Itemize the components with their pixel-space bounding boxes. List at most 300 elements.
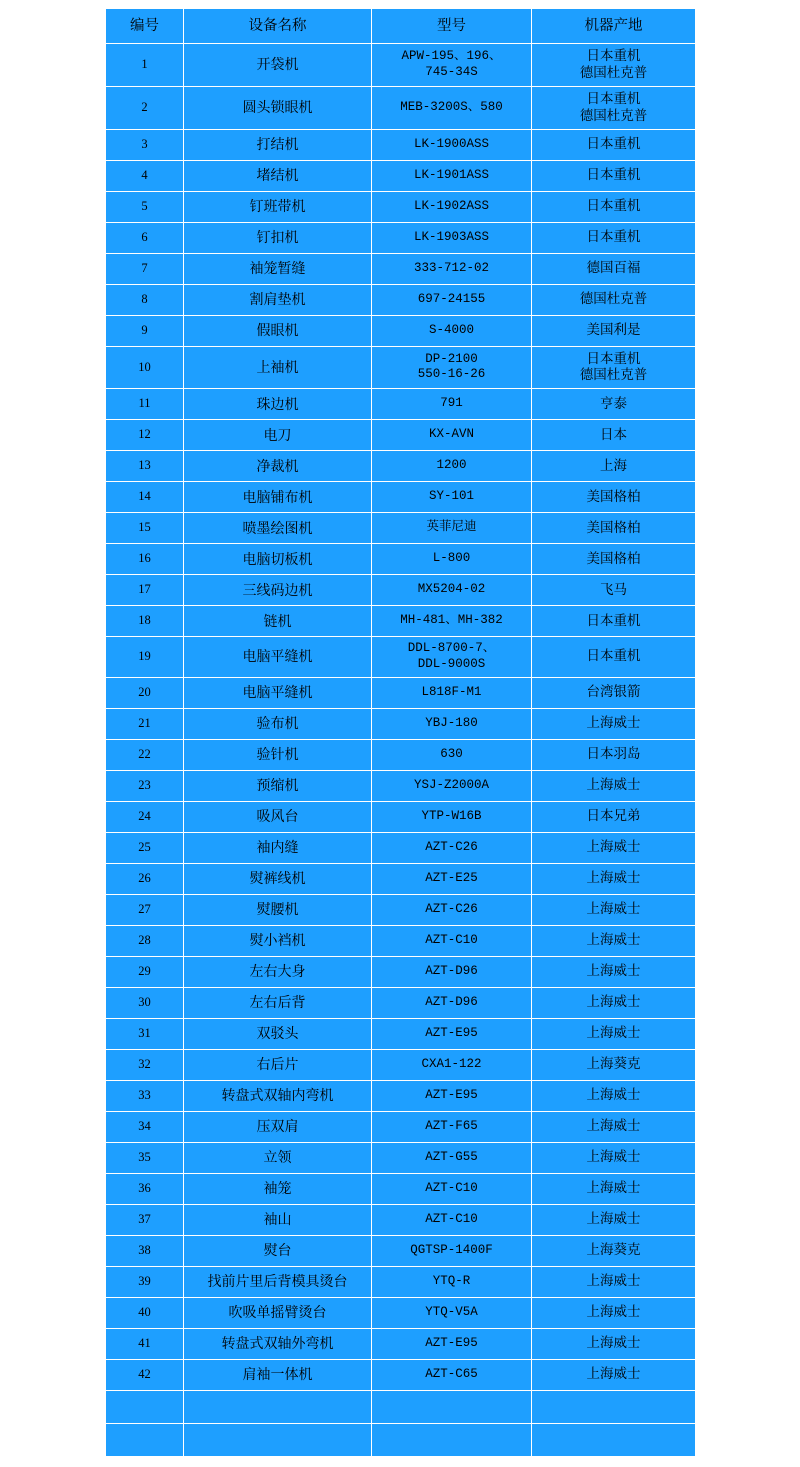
cell-model xyxy=(372,575,532,606)
cell-model xyxy=(372,160,532,191)
table-row xyxy=(106,801,696,832)
cell-model-line: AZT-E95 xyxy=(425,1087,478,1102)
cell-model-line: AZT-C26 xyxy=(425,901,478,916)
table-row xyxy=(106,191,696,222)
cell-no: 32 xyxy=(106,1049,184,1080)
cell-model xyxy=(372,1423,532,1456)
cell-origin-line: 德国杜克普 xyxy=(579,64,648,80)
cell-no: 42 xyxy=(106,1359,184,1390)
cell-model-line: MH-481、MH-382 xyxy=(400,613,503,628)
cell-name: 钉扣机 xyxy=(184,222,372,253)
cell-model-line: 630 xyxy=(440,746,463,761)
cell-name: 三线码边机 xyxy=(184,575,372,606)
cell-model-line: CXA1-122 xyxy=(421,1056,482,1071)
cell-no: 15 xyxy=(106,513,184,544)
table-row xyxy=(106,1049,696,1080)
cell-origin xyxy=(532,677,696,708)
cell-name: 熨裤线机 xyxy=(184,863,372,894)
cell-origin-line: 上海葵克 xyxy=(586,1056,641,1072)
cell-no: 7 xyxy=(106,253,184,284)
column-header-model: 型号 xyxy=(372,9,532,44)
cell-model-line: AZT-C26 xyxy=(425,839,478,854)
cell-model xyxy=(372,987,532,1018)
cell-origin-line: 美国利是 xyxy=(586,322,641,338)
cell-model-line: AZT-E25 xyxy=(425,870,478,885)
cell-origin-line: 日本重机 xyxy=(586,136,641,152)
cell-origin xyxy=(532,1266,696,1297)
cell-name: 电脑平缝机 xyxy=(184,637,372,677)
table-row xyxy=(106,925,696,956)
table-row xyxy=(106,1359,696,1390)
cell-no: 19 xyxy=(106,637,184,677)
cell-model xyxy=(372,739,532,770)
cell-model-line: L-800 xyxy=(432,551,471,566)
cell-origin xyxy=(532,513,696,544)
cell-model xyxy=(372,420,532,451)
cell-no: 36 xyxy=(106,1173,184,1204)
cell-origin-line: 上海威士 xyxy=(586,870,641,886)
cell-origin xyxy=(532,925,696,956)
cell-origin-line: 上海威士 xyxy=(586,1335,641,1351)
cell-origin xyxy=(532,1235,696,1266)
table-row xyxy=(106,315,696,346)
cell-no: 41 xyxy=(106,1328,184,1359)
cell-origin xyxy=(532,637,696,677)
table-row xyxy=(106,284,696,315)
cell-model xyxy=(372,1235,532,1266)
table-row xyxy=(106,708,696,739)
table-row xyxy=(106,346,696,389)
cell-origin xyxy=(532,1204,696,1235)
cell-name: 左右后背 xyxy=(184,987,372,1018)
cell-origin-line: 飞马 xyxy=(600,581,627,597)
table-row xyxy=(106,160,696,191)
cell-origin xyxy=(532,284,696,315)
cell-model-line: 333-712-02 xyxy=(413,260,489,275)
cell-model-line: AZT-D96 xyxy=(425,994,478,1009)
cell-no: 35 xyxy=(106,1142,184,1173)
cell-model-line: MX5204-02 xyxy=(417,582,486,597)
table-row xyxy=(106,1173,696,1204)
cell-model xyxy=(372,513,532,544)
cell-no: 5 xyxy=(106,191,184,222)
cell-model xyxy=(372,1111,532,1142)
cell-model-line: S-4000 xyxy=(428,322,474,337)
cell-origin xyxy=(532,346,696,389)
table-row xyxy=(106,1235,696,1266)
cell-model xyxy=(372,44,532,87)
table-row xyxy=(106,987,696,1018)
cell-origin xyxy=(532,832,696,863)
cell-name: 堵结机 xyxy=(184,160,372,191)
cell-model-line: AZT-F65 xyxy=(425,1118,478,1133)
cell-origin-line: 上海威士 xyxy=(586,901,641,917)
cell-no: 10 xyxy=(106,346,184,389)
cell-no: 23 xyxy=(106,770,184,801)
table-row xyxy=(106,956,696,987)
cell-model xyxy=(372,544,532,575)
table-row xyxy=(106,832,696,863)
cell-origin-line: 上海威士 xyxy=(586,963,641,979)
cell-no: 8 xyxy=(106,284,184,315)
cell-origin xyxy=(532,739,696,770)
cell-name: 假眼机 xyxy=(184,315,372,346)
cell-no: 4 xyxy=(106,160,184,191)
cell-model-line: LK-1903ASS xyxy=(413,229,489,244)
cell-origin-line: 上海威士 xyxy=(586,777,641,793)
cell-origin xyxy=(532,544,696,575)
cell-name: 钉班带机 xyxy=(184,191,372,222)
table-row xyxy=(106,739,696,770)
cell-no xyxy=(106,1423,184,1456)
table-row xyxy=(106,1204,696,1235)
cell-model xyxy=(372,191,532,222)
cell-origin-line: 上海威士 xyxy=(586,1211,641,1227)
cell-origin xyxy=(532,1423,696,1456)
table-row xyxy=(106,894,696,925)
cell-origin-line: 台湾银箭 xyxy=(586,684,641,700)
cell-origin xyxy=(532,863,696,894)
cell-origin-line: 美国格柏 xyxy=(586,488,641,504)
cell-origin xyxy=(532,222,696,253)
cell-model-line: YTQ-R xyxy=(432,1273,471,1288)
cell-no: 37 xyxy=(106,1204,184,1235)
cell-name: 肩袖一体机 xyxy=(184,1359,372,1390)
cell-name: 预缩机 xyxy=(184,770,372,801)
cell-model-line: KX-AVN xyxy=(428,427,474,442)
cell-origin xyxy=(532,451,696,482)
cell-model xyxy=(372,1080,532,1111)
cell-model xyxy=(372,1328,532,1359)
cell-model-line: DP-2100 xyxy=(425,351,478,366)
cell-model-line: 英菲尼迪 xyxy=(426,520,477,535)
table-body xyxy=(106,44,696,1457)
cell-no: 21 xyxy=(106,708,184,739)
cell-model xyxy=(372,1173,532,1204)
cell-name: 袖山 xyxy=(184,1204,372,1235)
cell-model xyxy=(372,832,532,863)
cell-origin xyxy=(532,606,696,637)
cell-model xyxy=(372,637,532,677)
cell-model-line: MEB-3200S、580 xyxy=(400,99,503,114)
column-header-origin: 机器产地 xyxy=(532,9,696,44)
cell-origin-line: 上海威士 xyxy=(586,1149,641,1165)
cell-model xyxy=(372,284,532,315)
cell-origin-line: 日本兄弟 xyxy=(586,808,641,824)
cell-name: 链机 xyxy=(184,606,372,637)
cell-origin xyxy=(532,575,696,606)
table-row xyxy=(106,253,696,284)
cell-origin-line: 德国百福 xyxy=(586,260,641,276)
cell-no: 27 xyxy=(106,894,184,925)
cell-name: 找前片里后背模具烫台 xyxy=(184,1266,372,1297)
cell-name: 电脑铺布机 xyxy=(184,482,372,513)
cell-model-line: DDL-9000S xyxy=(417,656,486,671)
cell-model-line: QGTSP-1400F xyxy=(410,1242,493,1257)
column-header-no: 编号 xyxy=(106,9,184,44)
cell-name: 转盘式双轴内弯机 xyxy=(184,1080,372,1111)
table-row xyxy=(106,770,696,801)
cell-origin xyxy=(532,1328,696,1359)
cell-origin xyxy=(532,801,696,832)
cell-model-line: YTQ-V5A xyxy=(425,1304,478,1319)
cell-name: 右后片 xyxy=(184,1049,372,1080)
cell-name: 割肩垫机 xyxy=(184,284,372,315)
cell-name: 熨腰机 xyxy=(184,894,372,925)
cell-origin xyxy=(532,253,696,284)
cell-name: 转盘式双轴外弯机 xyxy=(184,1328,372,1359)
cell-name: 熨小裆机 xyxy=(184,925,372,956)
cell-no: 11 xyxy=(106,389,184,420)
cell-no: 22 xyxy=(106,739,184,770)
cell-origin-line: 上海威士 xyxy=(586,1304,641,1320)
cell-origin xyxy=(532,1390,696,1423)
cell-name xyxy=(184,1390,372,1423)
cell-no: 39 xyxy=(106,1266,184,1297)
cell-model-line: YBJ-180 xyxy=(425,715,478,730)
cell-origin xyxy=(532,420,696,451)
cell-name: 双驳头 xyxy=(184,1018,372,1049)
cell-name: 吸风台 xyxy=(184,801,372,832)
table-row xyxy=(106,575,696,606)
cell-model xyxy=(372,315,532,346)
cell-name: 验针机 xyxy=(184,739,372,770)
table-row xyxy=(106,44,696,87)
table-row xyxy=(106,1111,696,1142)
cell-model xyxy=(372,1390,532,1423)
cell-origin-line: 上海威士 xyxy=(586,839,641,855)
cell-no: 18 xyxy=(106,606,184,637)
cell-no: 17 xyxy=(106,575,184,606)
cell-model xyxy=(372,129,532,160)
cell-origin xyxy=(532,894,696,925)
cell-no: 9 xyxy=(106,315,184,346)
cell-model-line: AZT-E95 xyxy=(425,1025,478,1040)
cell-name: 吹吸单摇臂烫台 xyxy=(184,1297,372,1328)
cell-no: 6 xyxy=(106,222,184,253)
table-row xyxy=(106,513,696,544)
cell-origin-line: 上海威士 xyxy=(586,1118,641,1134)
cell-model xyxy=(372,894,532,925)
cell-no: 2 xyxy=(106,86,184,129)
cell-origin xyxy=(532,1111,696,1142)
cell-no: 26 xyxy=(106,863,184,894)
cell-origin-line: 日本重机 xyxy=(586,648,641,664)
cell-origin-line: 日本重机 xyxy=(586,350,641,366)
cell-origin xyxy=(532,1080,696,1111)
cell-model xyxy=(372,801,532,832)
cell-model xyxy=(372,1204,532,1235)
column-header-name: 设备名称 xyxy=(184,9,372,44)
table-row xyxy=(106,1142,696,1173)
cell-model-line: AZT-G55 xyxy=(425,1149,478,1164)
cell-origin xyxy=(532,315,696,346)
cell-model xyxy=(372,1359,532,1390)
cell-origin xyxy=(532,86,696,129)
cell-origin-line: 美国格柏 xyxy=(586,550,641,566)
cell-no: 20 xyxy=(106,677,184,708)
cell-origin-line: 日本重机 xyxy=(586,198,641,214)
cell-model-line: AZT-E95 xyxy=(425,1335,478,1350)
cell-model xyxy=(372,86,532,129)
cell-name xyxy=(184,1423,372,1456)
cell-model-line: 1200 xyxy=(436,458,467,473)
table-row xyxy=(106,637,696,677)
cell-origin-line: 上海威士 xyxy=(586,1087,641,1103)
cell-origin xyxy=(532,1049,696,1080)
table-row xyxy=(106,222,696,253)
cell-origin xyxy=(532,191,696,222)
cell-name: 珠边机 xyxy=(184,389,372,420)
cell-model xyxy=(372,606,532,637)
cell-origin-line: 日本羽岛 xyxy=(586,746,641,762)
cell-model-line: APW-195、196、 xyxy=(401,49,502,64)
cell-no: 28 xyxy=(106,925,184,956)
cell-name: 熨台 xyxy=(184,1235,372,1266)
cell-name: 袖笼 xyxy=(184,1173,372,1204)
cell-name: 电脑平缝机 xyxy=(184,677,372,708)
cell-model xyxy=(372,346,532,389)
cell-origin-line: 上海葵克 xyxy=(586,1242,641,1258)
cell-no: 38 xyxy=(106,1235,184,1266)
cell-name: 打结机 xyxy=(184,129,372,160)
cell-origin-line: 日本重机 xyxy=(586,229,641,245)
cell-origin-line: 德国杜克普 xyxy=(579,367,648,383)
table-row xyxy=(106,1328,696,1359)
cell-origin-line: 日本重机 xyxy=(586,612,641,628)
cell-no: 29 xyxy=(106,956,184,987)
cell-model xyxy=(372,708,532,739)
cell-no: 31 xyxy=(106,1018,184,1049)
cell-origin xyxy=(532,1173,696,1204)
cell-no: 1 xyxy=(106,44,184,87)
cell-model xyxy=(372,925,532,956)
cell-name: 袖笼暂缝 xyxy=(184,253,372,284)
cell-origin-line: 日本重机 xyxy=(586,90,641,106)
cell-model-line: LK-1900ASS xyxy=(413,136,489,151)
cell-model xyxy=(372,1266,532,1297)
table-row xyxy=(106,677,696,708)
cell-model-line: YTP-W16B xyxy=(421,808,482,823)
cell-origin xyxy=(532,1018,696,1049)
cell-origin xyxy=(532,1142,696,1173)
cell-origin xyxy=(532,1297,696,1328)
cell-model xyxy=(372,482,532,513)
cell-name: 上袖机 xyxy=(184,346,372,389)
cell-no: 40 xyxy=(106,1297,184,1328)
cell-model-line: AZT-C10 xyxy=(425,1211,478,1226)
cell-model-line: LK-1902ASS xyxy=(413,198,489,213)
cell-model xyxy=(372,1018,532,1049)
cell-model xyxy=(372,1142,532,1173)
cell-model xyxy=(372,677,532,708)
table-row xyxy=(106,129,696,160)
table-row xyxy=(106,86,696,129)
cell-origin-line: 德国杜克普 xyxy=(579,291,648,307)
cell-origin-line: 上海 xyxy=(600,457,627,473)
cell-no: 16 xyxy=(106,544,184,575)
cell-model xyxy=(372,1049,532,1080)
cell-model-line: 550-16-26 xyxy=(417,367,486,382)
cell-model-line: 745-34S xyxy=(425,64,478,79)
cell-model-line: LK-1901ASS xyxy=(413,167,489,182)
cell-name: 圆头锁眼机 xyxy=(184,86,372,129)
cell-model-line: L818F-M1 xyxy=(421,684,482,699)
cell-model xyxy=(372,451,532,482)
cell-origin-line: 日本 xyxy=(600,426,627,442)
table-row xyxy=(106,1266,696,1297)
table-row-empty xyxy=(106,1423,696,1456)
cell-no xyxy=(106,1390,184,1423)
cell-origin xyxy=(532,708,696,739)
cell-origin xyxy=(532,389,696,420)
cell-model xyxy=(372,222,532,253)
table-header xyxy=(106,9,696,44)
cell-name: 压双肩 xyxy=(184,1111,372,1142)
cell-origin xyxy=(532,956,696,987)
cell-no: 24 xyxy=(106,801,184,832)
cell-no: 3 xyxy=(106,129,184,160)
cell-origin-line: 日本重机 xyxy=(586,48,641,63)
cell-name: 净裁机 xyxy=(184,451,372,482)
cell-model-line: AZT-C10 xyxy=(425,932,478,947)
table-row xyxy=(106,1080,696,1111)
cell-origin-line: 上海威士 xyxy=(586,1025,641,1041)
cell-origin xyxy=(532,160,696,191)
cell-name: 立领 xyxy=(184,1142,372,1173)
cell-name: 电脑切板机 xyxy=(184,544,372,575)
cell-origin-line: 上海威士 xyxy=(586,1273,641,1289)
cell-no: 34 xyxy=(106,1111,184,1142)
table-row xyxy=(106,1297,696,1328)
cell-model xyxy=(372,770,532,801)
cell-model-line: DDL-8700-7、 xyxy=(407,641,496,656)
table-row xyxy=(106,389,696,420)
cell-model-line: AZT-C10 xyxy=(425,1180,478,1195)
cell-origin-line: 上海威士 xyxy=(586,1180,641,1196)
cell-no: 13 xyxy=(106,451,184,482)
table-row xyxy=(106,420,696,451)
cell-origin-line: 德国杜克普 xyxy=(579,107,648,123)
cell-model-line: 791 xyxy=(440,396,463,411)
cell-origin xyxy=(532,44,696,87)
cell-origin xyxy=(532,987,696,1018)
cell-no: 33 xyxy=(106,1080,184,1111)
cell-origin xyxy=(532,770,696,801)
cell-name: 开袋机 xyxy=(184,44,372,87)
cell-name: 电刀 xyxy=(184,420,372,451)
table-row xyxy=(106,1018,696,1049)
cell-model xyxy=(372,253,532,284)
cell-name: 袖内缝 xyxy=(184,832,372,863)
table-row xyxy=(106,451,696,482)
cell-name: 验布机 xyxy=(184,708,372,739)
cell-model xyxy=(372,956,532,987)
cell-model-line: SY-101 xyxy=(428,489,474,504)
table-row xyxy=(106,863,696,894)
cell-no: 30 xyxy=(106,987,184,1018)
cell-origin xyxy=(532,1359,696,1390)
cell-model-line: 697-24155 xyxy=(417,291,486,306)
cell-origin-line: 美国格柏 xyxy=(586,519,641,535)
cell-model xyxy=(372,389,532,420)
table-row-empty xyxy=(106,1390,696,1423)
cell-model xyxy=(372,1297,532,1328)
cell-name: 左右大身 xyxy=(184,956,372,987)
equipment-table xyxy=(105,8,696,1457)
cell-model-line: AZT-D96 xyxy=(425,963,478,978)
cell-name: 喷墨绘图机 xyxy=(184,513,372,544)
